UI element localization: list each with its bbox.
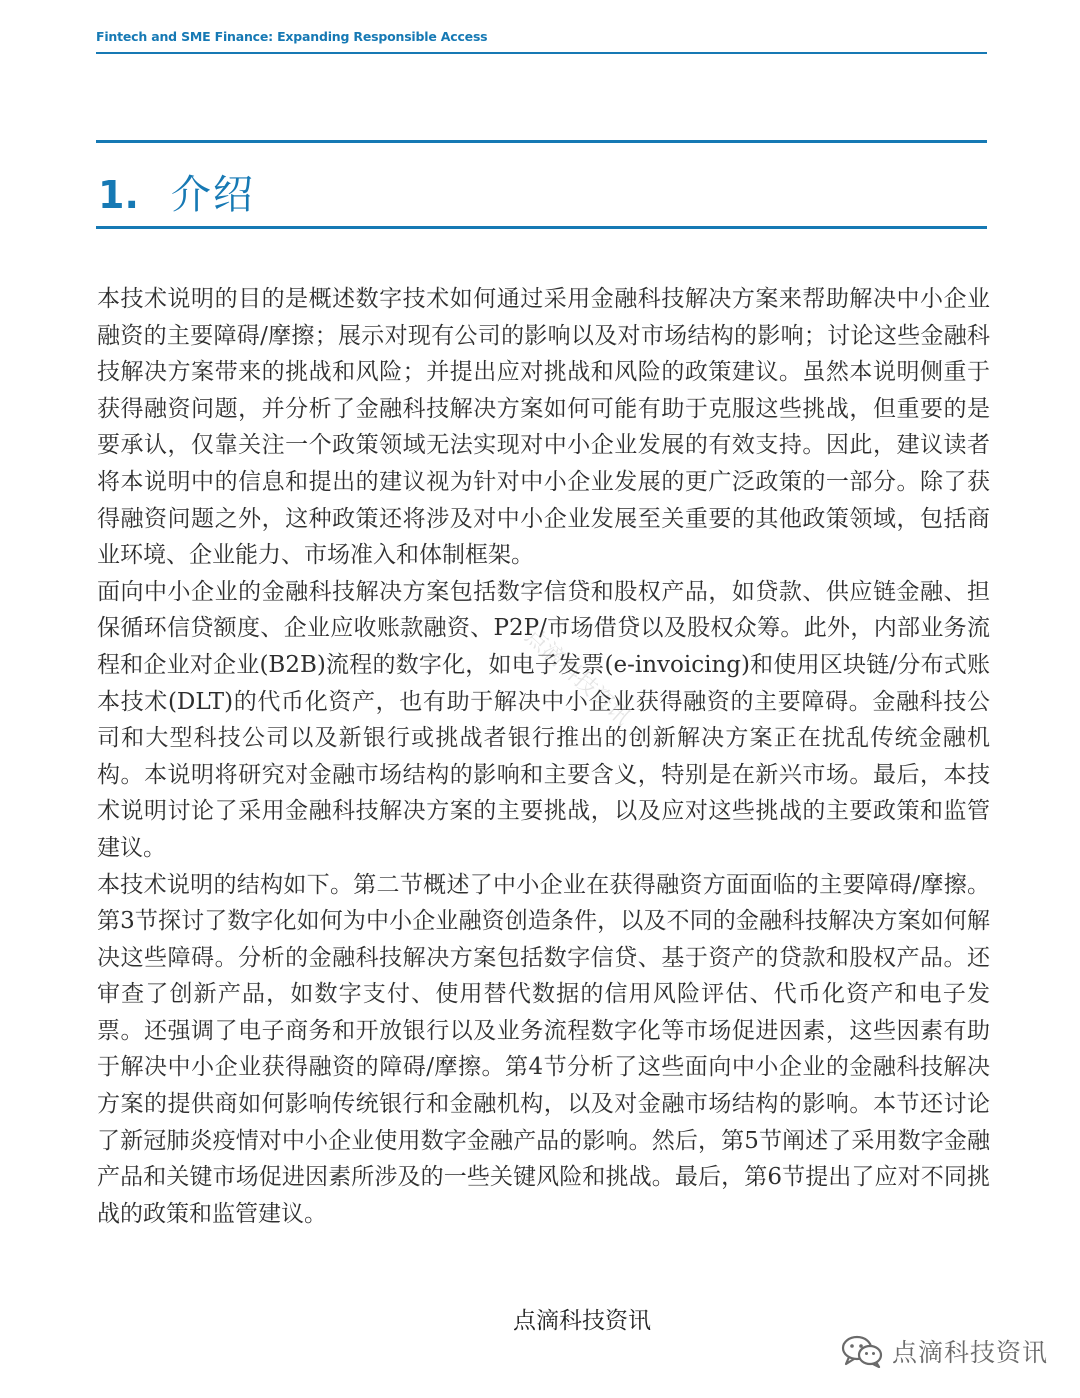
watermark: 点滴科技资讯 <box>519 623 635 731</box>
header-rule <box>96 52 987 54</box>
wechat-account-label: 点滴科技资讯 <box>892 1338 1049 1367</box>
footer-caption: 点滴科技资讯 <box>513 1308 651 1334</box>
body-text <box>97 281 990 1232</box>
heading-rule-bottom <box>96 226 987 229</box>
paragraph-structure: 本技术说明的结构如下。第二节概述了中小企业在获得融资方面面临的主要障碍/摩擦。第3节探讨了数字化如何为中小企业融资创造条件，以及不同的金融科技解决方案如何解决这些障碍。分析的金融科技解决方案包括数字信贷、基于资产的贷款和股权产品。还审查了创新产品，如数字支付、使用替代数据的信用风险评估、代币化资产和电子发票。还强调了电子商务和开放银行以及业务流程数字化等市场促进因素，这些因素有助于解决中小企业获得融资的障碍/摩擦。第4节分析了这些面向中小企业的金融科技解决方案的提供商如何影响传统银行和金融机构，以及对金融市场结构的影响。本节还讨论了新冠肺炎疫情对中小企业使用数字金融产品的影响。然后，第5节阐述了采用数字金融产品和关键市场促进因素所涉及的一些关键风险和挑战。最后，第6节提出了应对不同挑战的政策和监管建议。 <box>97 871 990 1227</box>
section-number: 1. <box>98 173 139 217</box>
running-header-title: Fintech and SME Finance: Expanding Responsible Access <box>96 29 488 44</box>
paragraph-purpose: 本技术说明的目的是概述数字技术如何通过采用金融科技解决方案来帮助解决中小企业融资的主要障碍/摩擦；展示对现有公司的影响以及对市场结构的影响；讨论这些金融科技解决方案带来的挑战和风险；并提出应对挑战和风险的政策建议。虽然本说明侧重于获得融资问题，并分析了金融科技解决方案如何可能有助于克服这些挑战，但重要的是要承认，仅靠关注一个政策领域无法实现对中小企业发展的有效支持。因此，建议读者将本说明中的信息和提出的建议视为针对中小企业发展的更广泛政策的一部分。除了获得融资问题之外，这种政策还将涉及对中小企业发展至关重要的其他政策领域，包括商业环境、企业能力、市场准入和体制框架。 <box>97 286 990 569</box>
heading-rule-top <box>96 140 987 143</box>
paragraph-solutions: 面向中小企业的金融科技解决方案包括数字信贷和股权产品，如贷款、供应链金融、担保循环信贷额度、企业应收账款融资、P2P/市场借贷以及股权众筹。此外，内部业务流程和企业对企业(B2B)流程的数字化，如电子发票(e-invoicing)和使用区块链/分布式账本技术(DLT)的代币化资产，也有助于解决中小企业获得融资的主要障碍。金融科技公司和大型科技公司以及新银行或挑战者银行推出的创新解决方案正在扰乱传统金融机构。本说明将研究对金融市场结构的影响和主要含义，特别是在新兴市场。最后，本技术说明讨论了采用金融科技解决方案的主要挑战，以及应对这些挑战的主要政策和监管建议。 <box>97 578 990 861</box>
wechat-badge <box>840 1333 1048 1369</box>
section-title: 介绍 <box>170 172 255 218</box>
section-heading <box>98 163 255 218</box>
wechat-icon <box>840 1334 884 1368</box>
